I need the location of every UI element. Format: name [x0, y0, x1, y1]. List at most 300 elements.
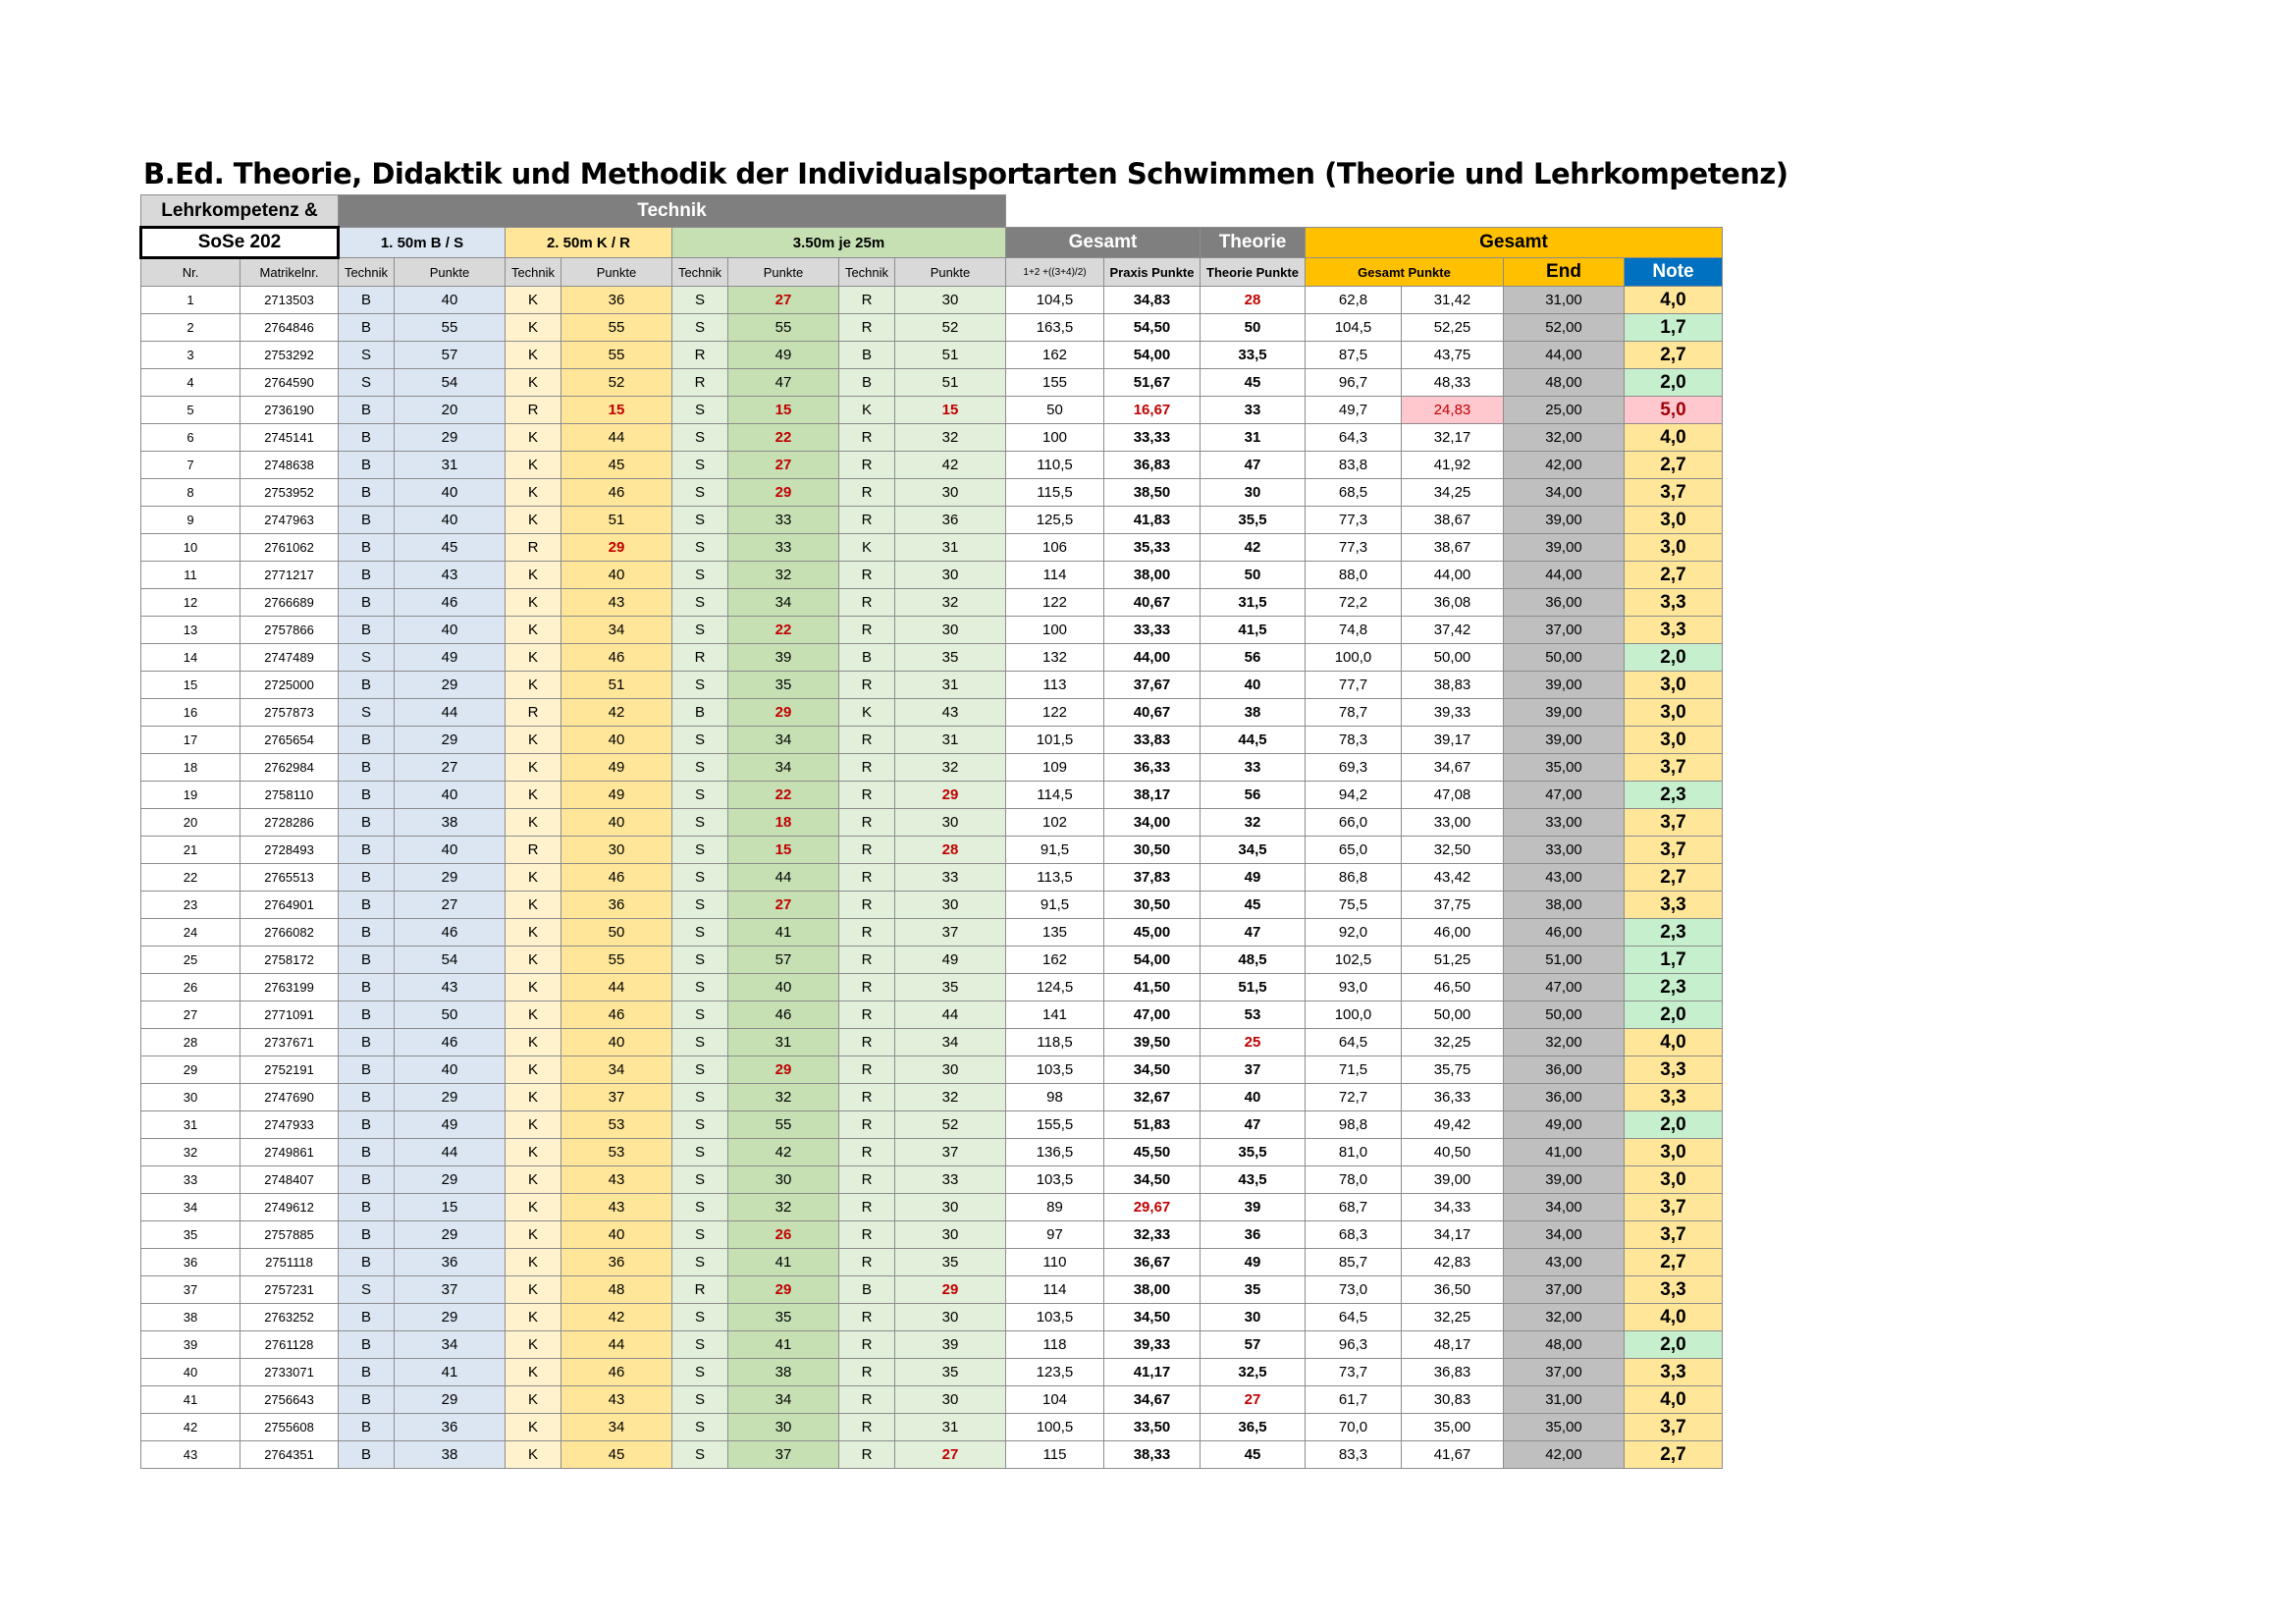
row-praxis: 33,50	[1104, 1414, 1201, 1441]
row-gesamt-half: 50,00	[1402, 1001, 1504, 1029]
row-technik-3: S	[672, 507, 728, 534]
row-sum: 106	[1006, 534, 1104, 562]
row-punkte-3: 34	[728, 589, 839, 617]
row-sum: 91,5	[1006, 892, 1104, 919]
row-matrikel: 2749861	[240, 1139, 339, 1166]
row-technik-3: R	[672, 1276, 728, 1304]
row-technik-2: K	[506, 1221, 561, 1249]
row-technik-1: B	[339, 287, 395, 314]
row-punkte-1: 29	[395, 424, 506, 452]
row-technik-3: S	[672, 1386, 728, 1414]
table-row	[141, 562, 1723, 589]
row-technik-1: B	[339, 1111, 395, 1139]
row-gesamt: 69,3	[1306, 754, 1402, 782]
row-gesamt-half: 32,50	[1402, 837, 1504, 864]
row-gesamt-half: 49,42	[1402, 1111, 1504, 1139]
row-technik-1: B	[339, 1056, 395, 1084]
row-technik-1: B	[339, 1001, 395, 1029]
row-end: 38,00	[1504, 892, 1625, 919]
table-row	[141, 342, 1723, 369]
row-matrikel: 2763252	[240, 1304, 339, 1331]
row-praxis: 39,50	[1104, 1029, 1201, 1056]
row-punkte-2: 15	[561, 397, 672, 424]
row-end: 39,00	[1504, 672, 1625, 699]
row-technik-3: R	[672, 342, 728, 369]
row-gesamt: 77,3	[1306, 507, 1402, 534]
row-nr: 7	[141, 452, 240, 479]
row-technik-1: B	[339, 1221, 395, 1249]
row-gesamt-half: 35,00	[1402, 1414, 1504, 1441]
row-note: 4,0	[1625, 1386, 1723, 1414]
row-punkte-1: 29	[395, 864, 506, 892]
row-punkte-4: 31	[895, 727, 1006, 754]
table-row	[141, 1166, 1723, 1194]
row-nr: 9	[141, 507, 240, 534]
row-gesamt-half: 39,17	[1402, 727, 1504, 754]
row-punkte-2: 40	[561, 1029, 672, 1056]
row-technik-2: K	[506, 892, 561, 919]
row-technik-1: B	[339, 314, 395, 342]
row-end: 42,00	[1504, 452, 1625, 479]
row-end: 34,00	[1504, 1221, 1625, 1249]
row-punkte-3: 29	[728, 1276, 839, 1304]
row-nr: 11	[141, 562, 240, 589]
table-row	[141, 1359, 1723, 1386]
section-3-header: 3.50m je 25m	[672, 228, 1006, 258]
row-matrikel: 2764901	[240, 892, 339, 919]
row-punkte-2: 46	[561, 644, 672, 672]
row-technik-3: S	[672, 534, 728, 562]
col-punkte-1: Punkte	[395, 258, 506, 287]
row-punkte-4: 35	[895, 644, 1006, 672]
row-sum: 114,5	[1006, 782, 1104, 809]
row-punkte-2: 40	[561, 727, 672, 754]
row-technik-4: R	[839, 809, 895, 837]
header-row-sections	[141, 228, 1723, 258]
row-end: 35,00	[1504, 1414, 1625, 1441]
row-punkte-4: 32	[895, 754, 1006, 782]
row-gesamt: 88,0	[1306, 562, 1402, 589]
row-technik-4: R	[839, 1386, 895, 1414]
row-technik-4: R	[839, 754, 895, 782]
row-technik-4: B	[839, 644, 895, 672]
row-nr: 40	[141, 1359, 240, 1386]
row-theorie: 41,5	[1201, 617, 1306, 644]
row-technik-2: K	[506, 562, 561, 589]
row-praxis: 36,33	[1104, 754, 1201, 782]
table-row	[141, 1056, 1723, 1084]
row-matrikel: 2766082	[240, 919, 339, 947]
row-punkte-2: 49	[561, 782, 672, 809]
row-technik-1: B	[339, 1441, 395, 1469]
row-punkte-4: 31	[895, 534, 1006, 562]
row-theorie: 30	[1201, 479, 1306, 507]
row-technik-4: R	[839, 1166, 895, 1194]
row-punkte-2: 53	[561, 1139, 672, 1166]
row-punkte-1: 45	[395, 534, 506, 562]
row-gesamt: 68,5	[1306, 479, 1402, 507]
row-note: 3,0	[1625, 1139, 1723, 1166]
row-gesamt-half: 33,00	[1402, 809, 1504, 837]
row-technik-1: B	[339, 534, 395, 562]
row-note: 2,7	[1625, 342, 1723, 369]
table-row	[141, 1029, 1723, 1056]
row-praxis: 40,67	[1104, 699, 1201, 727]
row-praxis: 30,50	[1104, 837, 1201, 864]
row-punkte-1: 15	[395, 1194, 506, 1221]
row-technik-4: R	[839, 864, 895, 892]
row-theorie: 47	[1201, 452, 1306, 479]
row-technik-1: B	[339, 1414, 395, 1441]
row-theorie: 25	[1201, 1029, 1306, 1056]
row-matrikel: 2748407	[240, 1166, 339, 1194]
row-technik-2: K	[506, 1276, 561, 1304]
col-note: Note	[1625, 258, 1723, 287]
row-punkte-1: 29	[395, 1221, 506, 1249]
row-technik-4: R	[839, 1359, 895, 1386]
row-technik-4: R	[839, 1414, 895, 1441]
row-matrikel: 2756643	[240, 1386, 339, 1414]
row-sum: 104	[1006, 1386, 1104, 1414]
row-technik-4: R	[839, 589, 895, 617]
row-punkte-4: 30	[895, 617, 1006, 644]
row-nr: 4	[141, 369, 240, 397]
row-end: 34,00	[1504, 1194, 1625, 1221]
row-technik-1: B	[339, 562, 395, 589]
row-technik-4: R	[839, 617, 895, 644]
row-note: 3,7	[1625, 809, 1723, 837]
row-theorie: 51,5	[1201, 974, 1306, 1001]
row-matrikel: 2771217	[240, 562, 339, 589]
row-note: 4,0	[1625, 287, 1723, 314]
row-gesamt-half: 50,00	[1402, 644, 1504, 672]
row-technik-4: B	[839, 342, 895, 369]
row-sum: 155,5	[1006, 1111, 1104, 1139]
row-nr: 38	[141, 1304, 240, 1331]
row-punkte-4: 33	[895, 1166, 1006, 1194]
row-gesamt: 78,7	[1306, 699, 1402, 727]
row-end: 36,00	[1504, 1056, 1625, 1084]
row-technik-2: K	[506, 1359, 561, 1386]
row-gesamt: 100,0	[1306, 644, 1402, 672]
row-theorie: 27	[1201, 1386, 1306, 1414]
row-praxis: 41,17	[1104, 1359, 1201, 1386]
table-row	[141, 424, 1723, 452]
row-nr: 17	[141, 727, 240, 754]
row-nr: 37	[141, 1276, 240, 1304]
row-matrikel: 2757231	[240, 1276, 339, 1304]
row-technik-2: K	[506, 424, 561, 452]
table-row	[141, 809, 1723, 837]
row-note: 3,0	[1625, 672, 1723, 699]
row-gesamt-half: 37,75	[1402, 892, 1504, 919]
table-row	[141, 699, 1723, 727]
row-punkte-4: 44	[895, 1001, 1006, 1029]
row-gesamt: 78,3	[1306, 727, 1402, 754]
row-technik-1: B	[339, 1386, 395, 1414]
row-note: 2,7	[1625, 1441, 1723, 1469]
row-matrikel: 2765654	[240, 727, 339, 754]
row-punkte-1: 37	[395, 1276, 506, 1304]
row-punkte-1: 40	[395, 837, 506, 864]
table-row	[141, 1276, 1723, 1304]
row-gesamt-half: 32,17	[1402, 424, 1504, 452]
row-punkte-1: 38	[395, 809, 506, 837]
row-sum: 118,5	[1006, 1029, 1104, 1056]
document-title: B.Ed. Theorie, Didaktik und Methodik der Individualsportarten Schwimmen (Theorie und Lehrkompetenz)	[143, 157, 1789, 190]
row-punkte-4: 42	[895, 452, 1006, 479]
row-technik-4: R	[839, 837, 895, 864]
row-punkte-1: 41	[395, 1359, 506, 1386]
row-technik-2: K	[506, 727, 561, 754]
row-technik-1: B	[339, 782, 395, 809]
row-technik-2: K	[506, 1111, 561, 1139]
row-technik-4: K	[839, 397, 895, 424]
row-technik-2: K	[506, 314, 561, 342]
row-punkte-2: 44	[561, 1331, 672, 1359]
row-note: 2,7	[1625, 562, 1723, 589]
row-sum: 125,5	[1006, 507, 1104, 534]
row-sum: 110,5	[1006, 452, 1104, 479]
row-punkte-2: 40	[561, 562, 672, 589]
row-nr: 21	[141, 837, 240, 864]
row-praxis: 41,83	[1104, 507, 1201, 534]
row-punkte-3: 37	[728, 1441, 839, 1469]
row-punkte-4: 29	[895, 782, 1006, 809]
row-punkte-4: 30	[895, 1221, 1006, 1249]
row-matrikel: 2737671	[240, 1029, 339, 1056]
row-gesamt-half: 34,25	[1402, 479, 1504, 507]
row-sum: 118	[1006, 1331, 1104, 1359]
row-gesamt-half: 34,17	[1402, 1221, 1504, 1249]
row-theorie: 43,5	[1201, 1166, 1306, 1194]
row-note: 4,0	[1625, 424, 1723, 452]
row-technik-4: R	[839, 1001, 895, 1029]
row-nr: 41	[141, 1386, 240, 1414]
col-praxis-punkte: Praxis Punkte	[1104, 258, 1201, 287]
table-row	[141, 287, 1723, 314]
row-praxis: 38,33	[1104, 1441, 1201, 1469]
row-technik-3: S	[672, 837, 728, 864]
column-header-row	[141, 258, 1723, 287]
row-end: 36,00	[1504, 1084, 1625, 1111]
table-row	[141, 1441, 1723, 1469]
row-gesamt: 100,0	[1306, 1001, 1402, 1029]
row-gesamt-half: 46,00	[1402, 919, 1504, 947]
row-technik-3: B	[672, 699, 728, 727]
col-end: End	[1504, 258, 1625, 287]
row-punkte-1: 27	[395, 754, 506, 782]
row-theorie: 44,5	[1201, 727, 1306, 754]
row-note: 3,0	[1625, 727, 1723, 754]
row-punkte-1: 29	[395, 1166, 506, 1194]
row-technik-1: B	[339, 479, 395, 507]
row-technik-1: B	[339, 727, 395, 754]
row-theorie: 45	[1201, 892, 1306, 919]
row-technik-1: B	[339, 589, 395, 617]
row-punkte-3: 57	[728, 947, 839, 974]
row-end: 47,00	[1504, 782, 1625, 809]
row-technik-1: S	[339, 644, 395, 672]
row-punkte-1: 54	[395, 947, 506, 974]
row-punkte-1: 50	[395, 1001, 506, 1029]
row-matrikel: 2764846	[240, 314, 339, 342]
row-praxis: 34,50	[1104, 1304, 1201, 1331]
row-note: 3,7	[1625, 1194, 1723, 1221]
row-gesamt-half: 43,42	[1402, 864, 1504, 892]
row-matrikel: 2753292	[240, 342, 339, 369]
row-punkte-4: 32	[895, 1084, 1006, 1111]
row-punkte-4: 49	[895, 947, 1006, 974]
row-end: 33,00	[1504, 837, 1625, 864]
row-matrikel: 2758172	[240, 947, 339, 974]
row-matrikel: 2757873	[240, 699, 339, 727]
row-punkte-3: 47	[728, 369, 839, 397]
row-end: 35,00	[1504, 754, 1625, 782]
row-punkte-1: 29	[395, 1386, 506, 1414]
row-sum: 114	[1006, 562, 1104, 589]
row-punkte-3: 34	[728, 1386, 839, 1414]
row-punkte-3: 27	[728, 892, 839, 919]
row-praxis: 40,67	[1104, 589, 1201, 617]
row-gesamt: 83,8	[1306, 452, 1402, 479]
row-punkte-3: 30	[728, 1414, 839, 1441]
row-praxis: 41,50	[1104, 974, 1201, 1001]
row-technik-1: B	[339, 1331, 395, 1359]
row-note: 2,7	[1625, 864, 1723, 892]
row-theorie: 40	[1201, 1084, 1306, 1111]
col-formula: 1+2 +((3+4)/2)	[1006, 258, 1104, 287]
row-matrikel: 2736190	[240, 397, 339, 424]
row-punkte-2: 50	[561, 919, 672, 947]
row-punkte-2: 40	[561, 809, 672, 837]
row-technik-1: B	[339, 892, 395, 919]
row-nr: 32	[141, 1139, 240, 1166]
row-technik-3: S	[672, 947, 728, 974]
row-gesamt-half: 51,25	[1402, 947, 1504, 974]
row-note: 2,0	[1625, 1111, 1723, 1139]
row-technik-4: R	[839, 1441, 895, 1469]
row-technik-1: B	[339, 397, 395, 424]
row-gesamt-half: 39,00	[1402, 1166, 1504, 1194]
row-gesamt: 64,5	[1306, 1029, 1402, 1056]
row-technik-2: K	[506, 342, 561, 369]
row-end: 32,00	[1504, 424, 1625, 452]
row-punkte-4: 30	[895, 1304, 1006, 1331]
table-row	[141, 1304, 1723, 1331]
row-punkte-4: 31	[895, 1414, 1006, 1441]
row-praxis: 32,67	[1104, 1084, 1201, 1111]
col-matrikel: Matrikelnr.	[240, 258, 339, 287]
row-technik-2: R	[506, 699, 561, 727]
row-technik-4: R	[839, 452, 895, 479]
row-technik-3: S	[672, 1304, 728, 1331]
row-nr: 34	[141, 1194, 240, 1221]
row-gesamt: 83,3	[1306, 1441, 1402, 1469]
row-gesamt-half: 34,67	[1402, 754, 1504, 782]
row-praxis: 33,83	[1104, 727, 1201, 754]
row-punkte-1: 49	[395, 644, 506, 672]
row-punkte-1: 34	[395, 1331, 506, 1359]
row-technik-2: K	[506, 287, 561, 314]
row-gesamt: 85,7	[1306, 1249, 1402, 1276]
row-technik-4: R	[839, 1084, 895, 1111]
row-sum: 162	[1006, 947, 1104, 974]
row-punkte-4: 37	[895, 919, 1006, 947]
row-nr: 20	[141, 809, 240, 837]
row-punkte-2: 29	[561, 534, 672, 562]
row-end: 33,00	[1504, 809, 1625, 837]
row-technik-3: S	[672, 1221, 728, 1249]
row-technik-3: S	[672, 754, 728, 782]
row-matrikel: 2747489	[240, 644, 339, 672]
row-punkte-1: 54	[395, 369, 506, 397]
table-row	[141, 1084, 1723, 1111]
row-technik-3: S	[672, 1001, 728, 1029]
row-technik-2: K	[506, 1414, 561, 1441]
row-gesamt: 104,5	[1306, 314, 1402, 342]
row-punkte-2: 46	[561, 479, 672, 507]
row-technik-2: K	[506, 754, 561, 782]
row-technik-4: R	[839, 919, 895, 947]
row-theorie: 49	[1201, 1249, 1306, 1276]
row-punkte-4: 51	[895, 369, 1006, 397]
row-technik-2: K	[506, 974, 561, 1001]
row-technik-3: R	[672, 369, 728, 397]
row-technik-3: S	[672, 1414, 728, 1441]
row-gesamt: 62,8	[1306, 287, 1402, 314]
row-praxis: 45,00	[1104, 919, 1201, 947]
row-praxis: 38,50	[1104, 479, 1201, 507]
row-matrikel: 2728286	[240, 809, 339, 837]
row-gesamt: 96,7	[1306, 369, 1402, 397]
row-punkte-3: 27	[728, 287, 839, 314]
row-note: 3,0	[1625, 507, 1723, 534]
row-technik-1: B	[339, 754, 395, 782]
row-punkte-4: 30	[895, 479, 1006, 507]
row-sum: 115,5	[1006, 479, 1104, 507]
row-gesamt: 72,2	[1306, 589, 1402, 617]
row-gesamt-half: 36,83	[1402, 1359, 1504, 1386]
row-end: 42,00	[1504, 1441, 1625, 1469]
row-note: 2,3	[1625, 974, 1723, 1001]
row-theorie: 35,5	[1201, 1139, 1306, 1166]
row-punkte-3: 29	[728, 1056, 839, 1084]
row-gesamt-half: 41,67	[1402, 1441, 1504, 1469]
row-punkte-3: 44	[728, 864, 839, 892]
row-punkte-1: 36	[395, 1414, 506, 1441]
row-technik-3: S	[672, 727, 728, 754]
row-nr: 42	[141, 1414, 240, 1441]
row-technik-4: R	[839, 1056, 895, 1084]
row-end: 39,00	[1504, 1166, 1625, 1194]
table-row	[141, 1249, 1723, 1276]
row-end: 50,00	[1504, 644, 1625, 672]
row-technik-4: R	[839, 1139, 895, 1166]
row-technik-2: K	[506, 479, 561, 507]
row-note: 2,7	[1625, 1249, 1723, 1276]
row-sum: 98	[1006, 1084, 1104, 1111]
row-end: 39,00	[1504, 727, 1625, 754]
row-note: 2,0	[1625, 369, 1723, 397]
row-technik-1: S	[339, 1276, 395, 1304]
row-theorie: 28	[1201, 287, 1306, 314]
row-punkte-2: 36	[561, 1249, 672, 1276]
row-sum: 109	[1006, 754, 1104, 782]
row-nr: 30	[141, 1084, 240, 1111]
row-end: 48,00	[1504, 1331, 1625, 1359]
section-1-header: 1. 50m B / S	[339, 228, 506, 258]
